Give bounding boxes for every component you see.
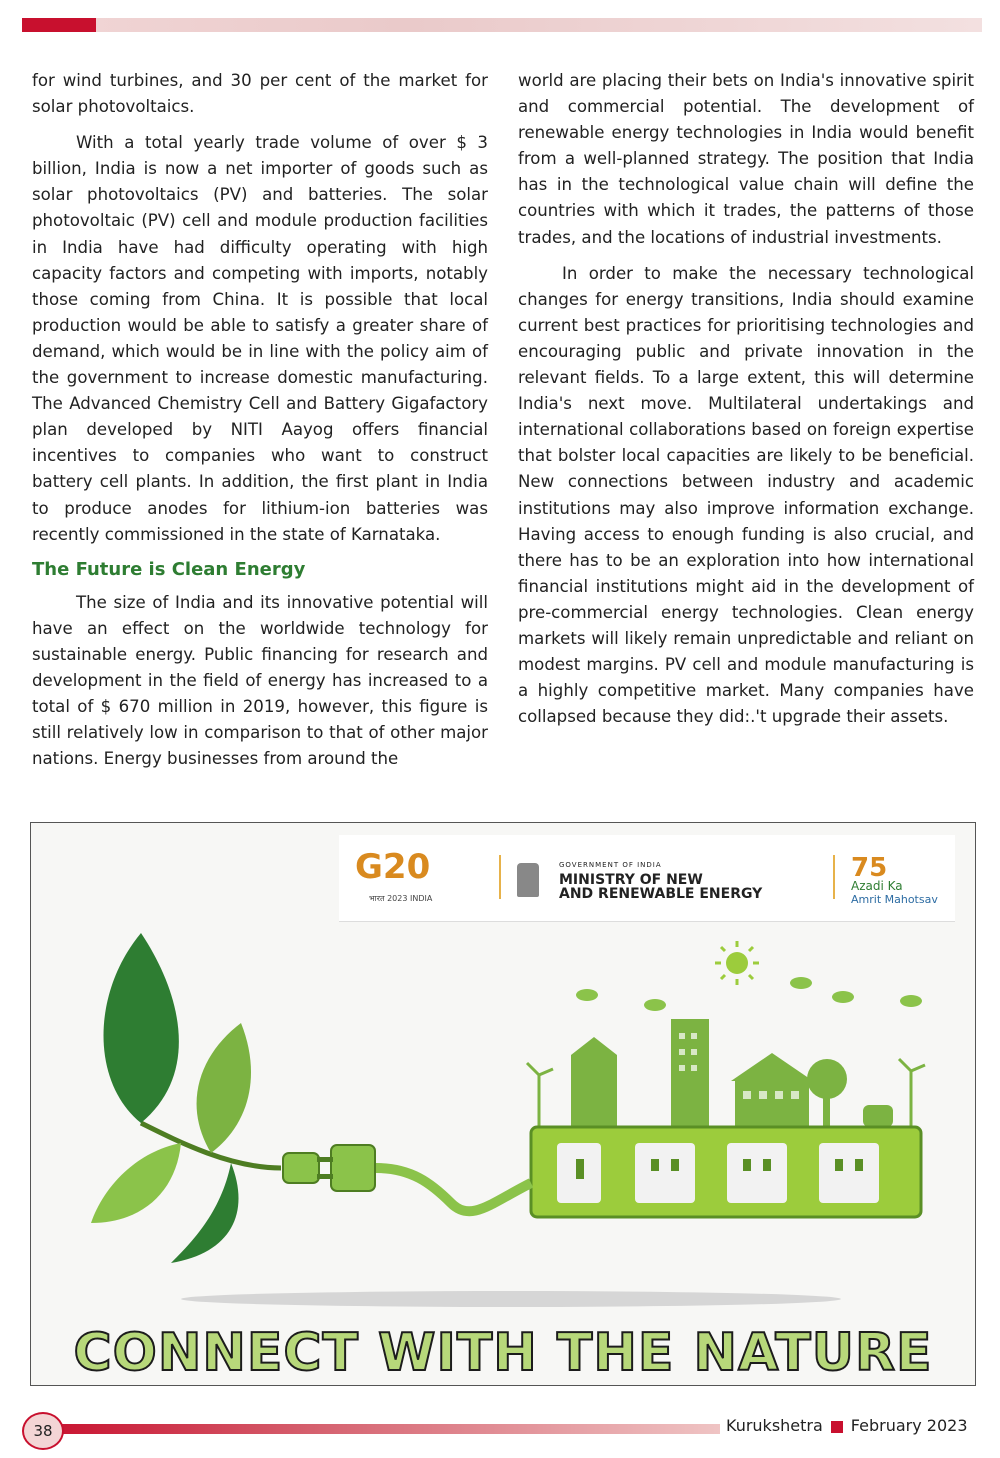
ministry-line-2: AND RENEWABLE ENERGY (559, 886, 763, 902)
city-buildings (571, 1019, 893, 1127)
left-paragraph-3: The size of India and its innovative potential will have an effect on the worldwide technology for sustainable energy. Public financing for research and development in the field of energy has increased to a total of $ 670 million in 2019, however, this figure is still relatively low in comparison to that of other major nations. Energy businesses from around the (32, 592, 488, 769)
right-paragraph-2: In order to make the necessary technological changes for energy transitions, India should examine current best practices for prioritising technologies and encouraging public and private innovation in the relevant fields. To a large extent, this will determine India's next move. Multilateral undertakings and international collaborations based on foreign expertise that bolster local capacities are likely to be beneficial. New connections between industry and academic institutions may also improve information exchange. Having access to enough funding is also crucial, and there has to be an exploration into how international financial institutions might aid in the development of pre-commercial energy technologies. Clean energy markets will likely remain unpredictable and reliant on modest margins. PV cell and module manufacturing is a highly competitive market. Many companies have collapsed because they did:.'t upgrade their assets. (518, 263, 974, 727)
right-paragraph-1: world are placing their bets on India's innovative spirit and commercial potential. The development of renewable energy technologies in India would benefit from a well-planned strategy. The position that India has in the technological value chain will define the countries with which it trades, the patterns of those trades, and the locations of industrial investments. (518, 71, 974, 247)
clouds (576, 977, 922, 1011)
magazine-name: Kurukshetra (726, 1416, 823, 1435)
power-cable (376, 1168, 531, 1211)
g20-logo: G20 (355, 847, 431, 887)
right-column (518, 68, 974, 740)
ground-shadow (181, 1291, 841, 1307)
g20-subtitle: भारत 2023 INDIA (369, 894, 433, 903)
plug-icon (283, 1145, 375, 1191)
header-decoration-bar (22, 18, 982, 32)
azadi-75: 75 (851, 853, 888, 883)
issue-date: February 2023 (850, 1416, 968, 1435)
ministry-line-1: MINISTRY OF NEW (559, 872, 703, 888)
footer-separator (831, 1421, 843, 1433)
azadi-line-2: Amrit Mahotsav (851, 893, 938, 906)
left-paragraph-2: With a total yearly trade volume of over $ 3 billion, India is now a net importer of goods such as solar photovoltaics (PV) and batteries. The solar photovoltaic (PV) cell and module production facilities in India have had difficulty operating with high capacity factors and competing with imports, notably those coming from China. It is possible that local production would be able to satisfy a greater share of demand, which would be in line with the policy aim of the government to increase domestic manufacturing. The Advanced Chemistry Cell and Battery Gigafactory plan developed by NITI Aayog offers financial incentives to companies who want to construct battery cell plants. In addition, the first plant in India to produce anodes for lithium-ion batteries was recently commissioned in the state of Karnataka. (32, 133, 488, 544)
sun-icon (715, 941, 759, 985)
azadi-line-1: Azadi Ka (851, 879, 903, 893)
section-heading: The Future is Clean Energy (32, 558, 306, 580)
left-paragraph-1: for wind turbines, and 30 per cent of the market for solar photovoltaics. (32, 71, 488, 117)
footer-publication (726, 1416, 968, 1435)
government-label: GOVERNMENT OF INDIA (559, 861, 662, 869)
illustration-panel (30, 822, 976, 1386)
power-strip (531, 1127, 921, 1217)
header-accent (22, 18, 96, 32)
banner-text: CONNECT WITH THE NATURE (73, 1323, 933, 1383)
footer-decoration-bar (40, 1424, 720, 1434)
leaf-icon (91, 933, 281, 1263)
green-energy-illustration (31, 823, 975, 1385)
left-column (32, 68, 488, 782)
page-number: 38 (22, 1412, 64, 1450)
